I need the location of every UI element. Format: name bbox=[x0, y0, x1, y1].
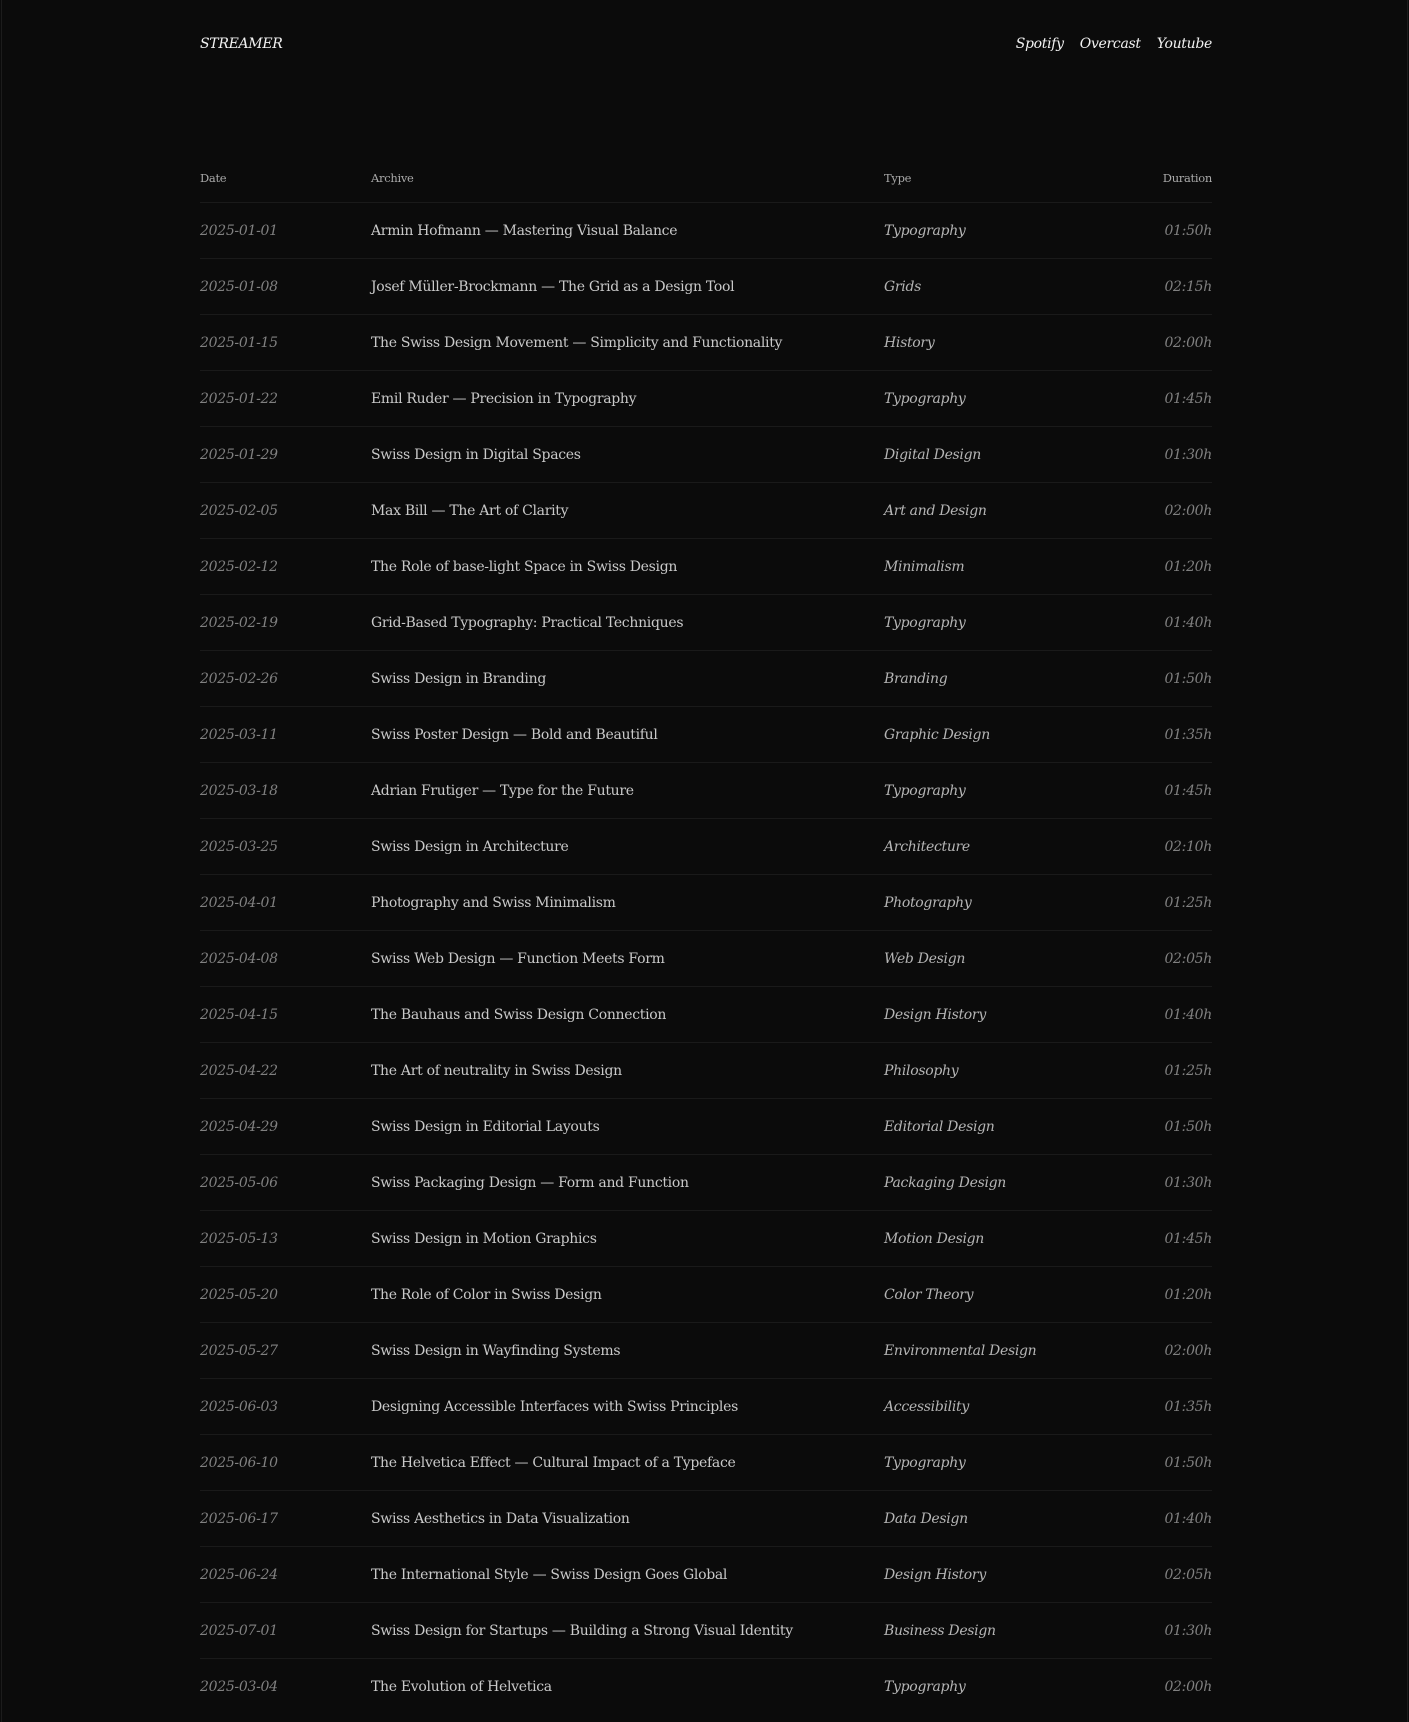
episode-type: Packaging Design bbox=[884, 1174, 1007, 1191]
table-row[interactable] bbox=[200, 986, 1212, 1042]
episode-type: Digital Design bbox=[884, 446, 981, 463]
episode-duration: 02:10h bbox=[1164, 838, 1212, 855]
episode-date: 2025-04-22 bbox=[200, 1062, 278, 1079]
episode-title: Armin Hofmann — Mastering Visual Balance bbox=[371, 222, 678, 239]
episode-title: The Art of neutrality in Swiss Design bbox=[371, 1062, 622, 1079]
episode-duration: 02:05h bbox=[1164, 950, 1212, 967]
episode-title: Swiss Design for Startups — Building a Strong Visual Identity bbox=[371, 1622, 793, 1639]
episode-date: 2025-04-08 bbox=[200, 950, 278, 967]
page-frame bbox=[1, 0, 1408, 1722]
episode-duration: 02:00h bbox=[1164, 502, 1212, 519]
episode-type: Environmental Design bbox=[884, 1342, 1037, 1359]
episode-archive-table bbox=[200, 156, 1212, 1714]
episode-type: Branding bbox=[884, 670, 948, 687]
episode-duration: 02:00h bbox=[1164, 1678, 1212, 1695]
episode-date: 2025-06-24 bbox=[200, 1566, 278, 1583]
episode-title: The Swiss Design Movement — Simplicity and Functionality bbox=[371, 334, 783, 351]
episode-title: Swiss Packaging Design — Form and Function bbox=[371, 1174, 689, 1191]
episode-title: Swiss Poster Design — Bold and Beautiful bbox=[371, 726, 658, 743]
table-row[interactable] bbox=[200, 1322, 1212, 1378]
column-header-archive: Archive bbox=[371, 171, 414, 185]
episode-type: Architecture bbox=[884, 838, 970, 855]
episode-title: Swiss Design in Editorial Layouts bbox=[371, 1118, 600, 1135]
table-row[interactable] bbox=[200, 1434, 1212, 1490]
episode-date: 2025-07-01 bbox=[200, 1622, 278, 1639]
episode-title: The Evolution of Helvetica bbox=[371, 1678, 552, 1695]
table-row[interactable] bbox=[200, 762, 1212, 818]
episode-title: The Role of Color in Swiss Design bbox=[371, 1286, 602, 1303]
episode-duration: 01:35h bbox=[1164, 726, 1212, 743]
episode-date: 2025-01-01 bbox=[200, 222, 278, 239]
episode-duration: 02:05h bbox=[1164, 1566, 1212, 1583]
episode-title: Max Bill — The Art of Clarity bbox=[371, 502, 569, 519]
episode-duration: 01:25h bbox=[1164, 1062, 1212, 1079]
table-row[interactable] bbox=[200, 1378, 1212, 1434]
episode-type: Design History bbox=[884, 1566, 986, 1583]
column-header-type: Type bbox=[884, 171, 912, 185]
episode-title: The International Style — Swiss Design Goes Global bbox=[371, 1566, 728, 1583]
episode-date: 2025-02-19 bbox=[200, 614, 278, 631]
episode-duration: 01:20h bbox=[1164, 1286, 1212, 1303]
episode-duration: 01:35h bbox=[1164, 1398, 1212, 1415]
episode-title: Swiss Aesthetics in Data Visualization bbox=[371, 1510, 630, 1527]
episode-title: The Role of base-light Space in Swiss Design bbox=[371, 558, 678, 575]
episode-title: Emil Ruder — Precision in Typography bbox=[371, 390, 637, 407]
episode-type: Art and Design bbox=[884, 502, 987, 519]
episode-date: 2025-04-29 bbox=[200, 1118, 278, 1135]
episode-title: Adrian Frutiger — Type for the Future bbox=[371, 782, 634, 799]
episode-date: 2025-04-01 bbox=[200, 894, 278, 911]
episode-duration: 01:50h bbox=[1164, 670, 1212, 687]
episode-title: Swiss Design in Branding bbox=[371, 670, 546, 687]
episode-title: Swiss Web Design — Function Meets Form bbox=[371, 950, 665, 967]
episode-type: Typography bbox=[884, 782, 966, 799]
episode-duration: 01:40h bbox=[1164, 1510, 1212, 1527]
episode-duration: 01:50h bbox=[1164, 222, 1212, 239]
table-row[interactable] bbox=[200, 202, 1212, 258]
episode-date: 2025-02-05 bbox=[200, 502, 278, 519]
episode-type: Data Design bbox=[884, 1510, 968, 1527]
episode-date: 2025-06-03 bbox=[200, 1398, 278, 1415]
episode-duration: 01:25h bbox=[1164, 894, 1212, 911]
episode-duration: 01:45h bbox=[1164, 390, 1212, 407]
episode-date: 2025-03-18 bbox=[200, 782, 278, 799]
episode-date: 2025-01-22 bbox=[200, 390, 278, 407]
episode-date: 2025-05-06 bbox=[200, 1174, 278, 1191]
episode-type: Photography bbox=[884, 894, 972, 911]
episode-type: Editorial Design bbox=[884, 1118, 995, 1135]
episode-title: The Helvetica Effect — Cultural Impact of a Typeface bbox=[371, 1454, 736, 1471]
table-row[interactable] bbox=[200, 818, 1212, 874]
nav-link-youtube[interactable]: Youtube bbox=[1156, 36, 1212, 52]
table-row[interactable] bbox=[200, 1546, 1212, 1602]
table-row[interactable] bbox=[200, 1602, 1212, 1658]
column-header-date: Date bbox=[200, 171, 227, 185]
episode-date: 2025-06-10 bbox=[200, 1454, 278, 1471]
episode-date: 2025-01-08 bbox=[200, 278, 278, 295]
platform-nav bbox=[1016, 36, 1212, 52]
table-row[interactable] bbox=[200, 706, 1212, 762]
episode-date: 2025-05-13 bbox=[200, 1230, 278, 1247]
table-row[interactable] bbox=[200, 1154, 1212, 1210]
episode-duration: 02:15h bbox=[1164, 278, 1212, 295]
table-row[interactable] bbox=[200, 482, 1212, 538]
episode-title: Grid-Based Typography: Practical Techniques bbox=[371, 614, 684, 631]
episode-date: 2025-03-25 bbox=[200, 838, 278, 855]
episode-duration: 02:00h bbox=[1164, 334, 1212, 351]
episode-type: Typography bbox=[884, 390, 966, 407]
episode-duration: 01:50h bbox=[1164, 1454, 1212, 1471]
table-row[interactable] bbox=[200, 1098, 1212, 1154]
episode-date: 2025-03-04 bbox=[200, 1678, 278, 1695]
table-row[interactable] bbox=[200, 538, 1212, 594]
episode-type: Motion Design bbox=[884, 1230, 985, 1247]
episode-type: Typography bbox=[884, 222, 966, 239]
episode-type: Grids bbox=[884, 278, 922, 295]
column-header-duration: Duration bbox=[1162, 171, 1212, 185]
episode-title: Swiss Design in Digital Spaces bbox=[371, 446, 581, 463]
episode-duration: 01:20h bbox=[1164, 558, 1212, 575]
table-row[interactable] bbox=[200, 1210, 1212, 1266]
table-row[interactable] bbox=[200, 1042, 1212, 1098]
episode-title: Swiss Design in Wayfinding Systems bbox=[371, 1342, 621, 1359]
table-body bbox=[200, 202, 1212, 1714]
table-row[interactable] bbox=[200, 874, 1212, 930]
episode-duration: 01:30h bbox=[1164, 1622, 1212, 1639]
site-header bbox=[200, 30, 1212, 58]
table-row[interactable] bbox=[200, 1490, 1212, 1546]
episode-type: Web Design bbox=[884, 950, 966, 967]
episode-date: 2025-01-15 bbox=[200, 334, 278, 351]
table-row[interactable] bbox=[200, 650, 1212, 706]
episode-duration: 01:45h bbox=[1164, 782, 1212, 799]
episode-duration: 01:45h bbox=[1164, 1230, 1212, 1247]
episode-date: 2025-05-20 bbox=[200, 1286, 278, 1303]
episode-duration: 02:00h bbox=[1164, 1342, 1212, 1359]
table-row[interactable] bbox=[200, 594, 1212, 650]
episode-title: The Bauhaus and Swiss Design Connection bbox=[371, 1006, 667, 1023]
episode-type: Color Theory bbox=[884, 1286, 974, 1303]
episode-date: 2025-03-11 bbox=[200, 726, 278, 743]
episode-title: Photography and Swiss Minimalism bbox=[371, 894, 616, 911]
table-row[interactable] bbox=[200, 930, 1212, 986]
episode-date: 2025-02-12 bbox=[200, 558, 278, 575]
table-row[interactable] bbox=[200, 370, 1212, 426]
episode-type: History bbox=[884, 334, 935, 351]
episode-duration: 01:30h bbox=[1164, 1174, 1212, 1191]
episode-title: Josef Müller-Brockmann — The Grid as a Design Tool bbox=[371, 278, 735, 295]
episode-duration: 01:40h bbox=[1164, 614, 1212, 631]
episode-type: Minimalism bbox=[884, 558, 965, 575]
episode-type: Graphic Design bbox=[884, 726, 990, 743]
episode-type: Design History bbox=[884, 1006, 986, 1023]
table-row[interactable] bbox=[200, 426, 1212, 482]
episode-type: Typography bbox=[884, 1454, 966, 1471]
episode-date: 2025-01-29 bbox=[200, 446, 278, 463]
table-row[interactable] bbox=[200, 1658, 1212, 1714]
episode-type: Philosophy bbox=[884, 1062, 959, 1079]
nav-link-spotify[interactable]: Spotify bbox=[1015, 36, 1064, 52]
brand-logo-link[interactable]: STREAMER bbox=[200, 36, 283, 52]
episode-date: 2025-04-15 bbox=[200, 1006, 278, 1023]
table-row[interactable] bbox=[200, 258, 1212, 314]
episode-title: Designing Accessible Interfaces with Swiss Principles bbox=[371, 1398, 738, 1415]
table-row[interactable] bbox=[200, 314, 1212, 370]
episode-type: Typography bbox=[884, 1678, 966, 1695]
episode-type: Business Design bbox=[884, 1622, 996, 1639]
episode-duration: 01:40h bbox=[1164, 1006, 1212, 1023]
episode-duration: 01:30h bbox=[1164, 446, 1212, 463]
episode-date: 2025-06-17 bbox=[200, 1510, 278, 1527]
nav-link-overcast[interactable]: Overcast bbox=[1079, 36, 1141, 52]
episode-type: Typography bbox=[884, 614, 966, 631]
episode-date: 2025-05-27 bbox=[200, 1342, 278, 1359]
episode-title: Swiss Design in Motion Graphics bbox=[371, 1230, 597, 1247]
episode-duration: 01:50h bbox=[1164, 1118, 1212, 1135]
episode-date: 2025-02-26 bbox=[200, 670, 278, 687]
episode-type: Accessibility bbox=[884, 1398, 969, 1415]
table-header-row bbox=[200, 156, 1212, 202]
episode-title: Swiss Design in Architecture bbox=[371, 838, 569, 855]
table-row[interactable] bbox=[200, 1266, 1212, 1322]
